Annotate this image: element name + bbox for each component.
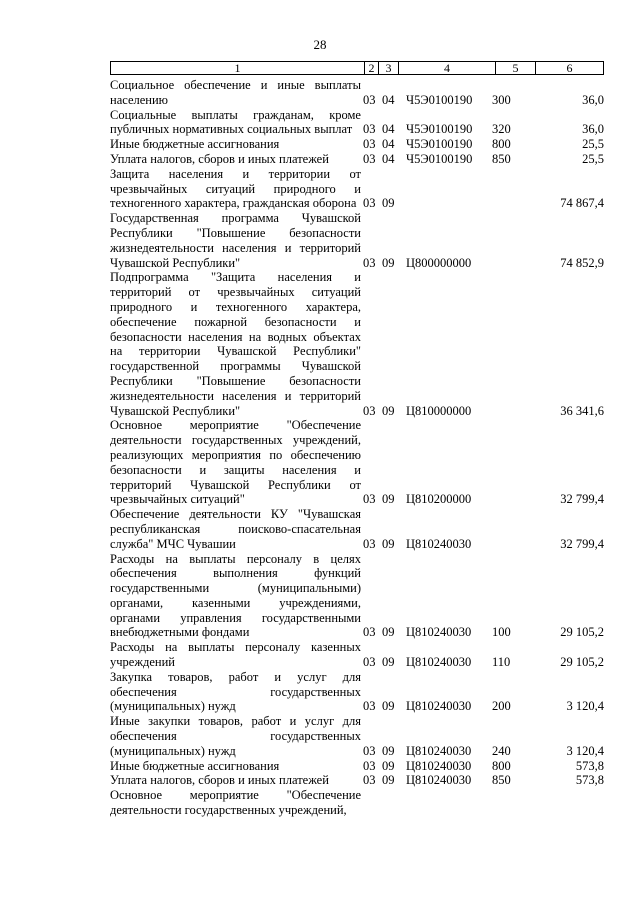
- row-expense-type: 200: [492, 699, 511, 714]
- row-subsection-code: 09: [382, 743, 395, 758]
- row-section-code: 03: [363, 492, 376, 507]
- row-section-code: 03: [363, 137, 376, 152]
- header-col-5: 5: [495, 62, 535, 74]
- table-row: [110, 418, 604, 507]
- row-amount: 36 341,6: [560, 403, 604, 418]
- row-subsection-code: 09: [382, 773, 395, 788]
- row-target-article: Ц810240030: [406, 758, 472, 773]
- table-row: [110, 108, 604, 138]
- row-target-article: Ц810240030: [406, 536, 472, 551]
- table-row: [110, 788, 604, 818]
- row-expense-type: 800: [492, 758, 511, 773]
- row-expense-type: 850: [492, 151, 511, 166]
- row-section-code: 03: [363, 655, 376, 670]
- row-amount: 29 105,2: [560, 625, 604, 640]
- row-subsection-code: 04: [382, 122, 395, 137]
- row-target-article: Ц810000000: [406, 403, 472, 418]
- row-expense-type: 100: [492, 625, 511, 640]
- row-name: Основное мероприятие "Обеспечение деятельности государственных учреждений,: [110, 788, 361, 818]
- row-amount: 36,0: [582, 92, 604, 107]
- row-section-code: 03: [363, 536, 376, 551]
- header-col-2: 2: [364, 62, 378, 74]
- table-row: [110, 773, 604, 788]
- row-target-article: Ц800000000: [406, 255, 472, 270]
- row-target-article: Ц810200000: [406, 492, 472, 507]
- row-amount: 74 852,9: [560, 255, 604, 270]
- header-col-1: 1: [234, 61, 241, 75]
- row-name: Расходы на выплаты персоналу казенных учреждений: [110, 640, 361, 670]
- row-name: Закупка товаров, работ и услуг для обеспечения государственных (муниципальных) нужд: [110, 669, 361, 714]
- row-amount: 32 799,4: [560, 536, 604, 551]
- row-name: Расходы на выплаты персоналу в целях обеспечения выполнения функций государственными (муниципальными) органами, казенными учреждениями, органами управления государственными внебюджетными фондами: [110, 551, 361, 640]
- table-row: [110, 78, 604, 108]
- row-amount: 74 867,4: [560, 196, 604, 211]
- row-amount: 25,5: [582, 137, 604, 152]
- row-section-code: 03: [363, 122, 376, 137]
- row-expense-type: 800: [492, 137, 511, 152]
- row-section-code: 03: [363, 255, 376, 270]
- row-section-code: 03: [363, 625, 376, 640]
- row-amount: 3 120,4: [566, 743, 604, 758]
- row-target-article: Ц810240030: [406, 625, 472, 640]
- row-target-article: Ч5Э0100190: [406, 92, 473, 107]
- row-section-code: 03: [363, 196, 376, 211]
- table-row: [110, 552, 604, 641]
- row-subsection-code: 09: [382, 196, 395, 211]
- row-subsection-code: 09: [382, 403, 395, 418]
- row-expense-type: 850: [492, 773, 511, 788]
- table-row: [110, 507, 604, 551]
- row-subsection-code: 04: [382, 151, 395, 166]
- row-target-article: Ц810240030: [406, 699, 472, 714]
- row-target-article: Ч5Э0100190: [406, 122, 473, 137]
- table-row: [110, 714, 604, 758]
- row-name: Социальное обеспечение и иные выплаты населению: [110, 78, 361, 107]
- table-row: [110, 640, 604, 670]
- row-expense-type: 300: [492, 92, 511, 107]
- header-col-3: 3: [378, 62, 398, 74]
- table-row: [110, 759, 604, 774]
- row-subsection-code: 04: [382, 137, 395, 152]
- row-section-code: 03: [363, 773, 376, 788]
- row-name: Защита населения и территории от чрезвычайных ситуаций природного и техногенного характера, гражданская оборона: [110, 166, 361, 211]
- row-subsection-code: 09: [382, 492, 395, 507]
- row-target-article: Ч5Э0100190: [406, 151, 473, 166]
- row-name: Социальные выплаты гражданам, кроме публичных нормативных социальных выплат: [110, 107, 361, 137]
- row-amount: 29 105,2: [560, 655, 604, 670]
- table-row: [110, 137, 604, 152]
- row-amount: 36,0: [582, 122, 604, 137]
- row-subsection-code: 09: [382, 699, 395, 714]
- row-target-article: Ц810240030: [406, 743, 472, 758]
- row-section-code: 03: [363, 758, 376, 773]
- page-number: 28: [313, 37, 327, 52]
- header-col-4: 4: [398, 62, 495, 74]
- row-subsection-code: 09: [382, 655, 395, 670]
- row-target-article: Ч5Э0100190: [406, 137, 473, 152]
- row-amount: 573,8: [575, 758, 604, 773]
- table-row: [110, 670, 604, 714]
- row-name: Подпрограмма "Защита населения и территорий от чрезвычайных ситуаций природного и техногенного характера, обеспечение пожарной безопасности и безопасности населения на водных объектах на территории Чувашской Республики" государственной программы Чувашской Республики "Повышение безопасности жизнедеятельности населения и территорий Чувашской Республики": [110, 270, 361, 418]
- row-name: Уплата налогов, сборов и иных платежей: [110, 151, 329, 166]
- row-subsection-code: 09: [382, 536, 395, 551]
- row-name: Уплата налогов, сборов и иных платежей: [110, 773, 329, 788]
- row-name: Обеспечение деятельности КУ "Чувашская республиканская поисково-спасательная служба" МЧС Чувашии: [110, 507, 361, 551]
- row-expense-type: 320: [492, 122, 511, 137]
- row-expense-type: 110: [492, 655, 511, 670]
- row-subsection-code: 09: [382, 255, 395, 270]
- row-target-article: Ц810240030: [406, 655, 472, 670]
- table-row: [110, 211, 604, 270]
- row-section-code: 03: [363, 699, 376, 714]
- row-subsection-code: 09: [382, 625, 395, 640]
- row-section-code: 03: [363, 92, 376, 107]
- row-amount: 32 799,4: [560, 492, 604, 507]
- row-expense-type: 240: [492, 743, 511, 758]
- budget-table: [110, 78, 604, 818]
- row-name: Иные закупки товаров, работ и услуг для обеспечения государственных (муниципальных) нужд: [110, 714, 361, 758]
- table-header: [110, 61, 604, 75]
- table-row: [110, 152, 604, 167]
- row-section-code: 03: [363, 743, 376, 758]
- row-subsection-code: 04: [382, 92, 395, 107]
- row-name: Государственная программа Чувашской Республики "Повышение безопасности жизнедеятельности населения и территорий Чувашской Республики": [110, 211, 361, 270]
- row-name: Иные бюджетные ассигнования: [110, 758, 280, 773]
- row-section-code: 03: [363, 151, 376, 166]
- table-row: [110, 167, 604, 211]
- table-row: [110, 270, 604, 418]
- row-name: Основное мероприятие "Обеспечение деятельности государственных учреждений, реализующих мероприятия по обеспечению безопасности и защиты населения и территорий Чувашской Республики от чрезвычайных ситуаций": [110, 418, 361, 507]
- row-target-article: Ц810240030: [406, 773, 472, 788]
- row-subsection-code: 09: [382, 758, 395, 773]
- row-section-code: 03: [363, 403, 376, 418]
- row-amount: 3 120,4: [566, 699, 604, 714]
- header-col-6: 6: [535, 62, 603, 74]
- row-amount: 573,8: [575, 773, 604, 788]
- row-name: Иные бюджетные ассигнования: [110, 137, 280, 152]
- row-amount: 25,5: [582, 151, 604, 166]
